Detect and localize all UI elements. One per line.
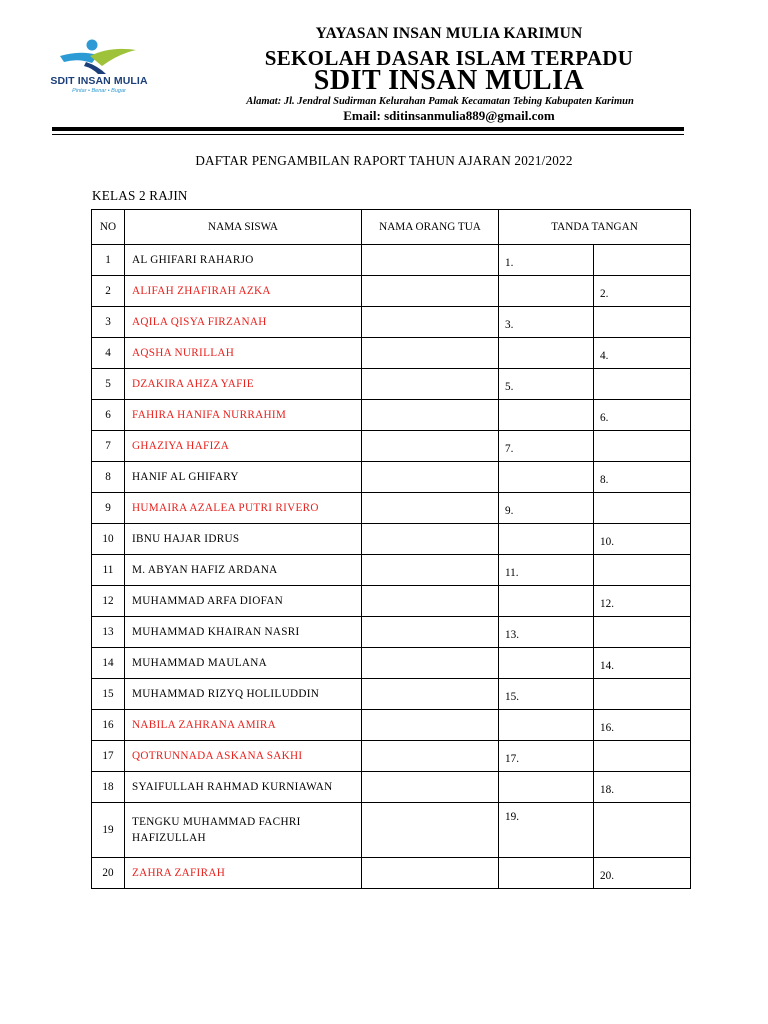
parent-name-cell[interactable] <box>362 307 499 338</box>
logo-mark-icon <box>40 36 158 76</box>
school-address: Alamat: Jl. Jendral Sudirman Kelurahan Pamak Kecamatan Tebing Kabupaten Karimun <box>246 96 634 107</box>
signature-cell-left[interactable] <box>499 741 594 772</box>
table-row <box>92 307 691 338</box>
signature-cell-left[interactable] <box>499 772 594 803</box>
table-row <box>92 710 691 741</box>
signature-cell-right[interactable] <box>594 369 691 400</box>
signature-number: 9. <box>505 505 514 517</box>
row-number: 1 <box>92 245 125 276</box>
signature-cell-right[interactable] <box>594 555 691 586</box>
signature-cell-right[interactable] <box>594 679 691 710</box>
table-row <box>92 617 691 648</box>
signature-cell-left[interactable] <box>499 276 594 307</box>
signature-cell-right[interactable] <box>594 338 691 369</box>
student-name <box>125 741 362 772</box>
parent-name-cell[interactable] <box>362 524 499 555</box>
table-row <box>92 741 691 772</box>
signature-number: 16. <box>600 722 614 734</box>
parent-name-cell[interactable] <box>362 338 499 369</box>
table-row <box>92 431 691 462</box>
logo-school-name: SDIT INSAN MULIA <box>50 75 148 87</box>
row-number: 4 <box>92 338 125 369</box>
report-pickup-table <box>91 209 691 889</box>
table-row <box>92 369 691 400</box>
signature-number: 4. <box>600 350 609 362</box>
table-row <box>92 679 691 710</box>
row-number: 11 <box>92 555 125 586</box>
signature-cell-left[interactable] <box>499 617 594 648</box>
row-number: 7 <box>92 431 125 462</box>
parent-name-cell[interactable] <box>362 741 499 772</box>
student-name <box>125 617 362 648</box>
signature-number: 8. <box>600 474 609 486</box>
signature-cell-right[interactable] <box>594 741 691 772</box>
signature-cell-left[interactable] <box>499 524 594 555</box>
student-name-text: MUHAMMAD ARFA DIOFAN <box>132 595 284 607</box>
signature-cell-right[interactable] <box>594 803 691 858</box>
row-number: 14 <box>92 648 125 679</box>
parent-name-cell[interactable] <box>362 648 499 679</box>
student-name-text: DZAKIRA AHZA YAFIE <box>132 378 254 390</box>
class-label: KELAS 2 RAJIN <box>92 188 188 203</box>
table-row <box>92 338 691 369</box>
student-name <box>125 493 362 524</box>
student-name <box>125 338 362 369</box>
document-title: DAFTAR PENGAMBILAN RAPORT TAHUN AJARAN 2021/2022 <box>195 153 573 168</box>
student-name <box>125 772 362 803</box>
table-header-row <box>92 210 691 245</box>
signature-number: 7. <box>505 443 514 455</box>
row-number: 9 <box>92 493 125 524</box>
signature-cell-right[interactable] <box>594 710 691 741</box>
student-name <box>125 648 362 679</box>
signature-cell-left[interactable] <box>499 679 594 710</box>
student-name <box>125 803 362 858</box>
parent-name-cell[interactable] <box>362 400 499 431</box>
signature-cell-right[interactable] <box>594 431 691 462</box>
header-divider-thick <box>52 127 684 131</box>
table-row <box>92 493 691 524</box>
header-student-name: NAMA SISWA <box>125 210 362 245</box>
signature-number: 3. <box>505 319 514 331</box>
parent-name-cell[interactable] <box>362 462 499 493</box>
student-name-text: AQSHA NURILLAH <box>132 347 235 359</box>
parent-name-cell[interactable] <box>362 431 499 462</box>
signature-cell-left[interactable] <box>499 803 594 858</box>
student-name-text: MUHAMMAD KHAIRAN NASRI <box>132 626 300 638</box>
student-name-text: HANIF AL GHIFARY <box>132 471 239 483</box>
student-name-text: MUHAMMAD MAULANA <box>132 657 268 669</box>
row-number: 16 <box>92 710 125 741</box>
signature-cell-left[interactable] <box>499 858 594 889</box>
signature-cell-right[interactable] <box>594 772 691 803</box>
signature-cell-right[interactable] <box>594 648 691 679</box>
student-name-text: ALIFAH ZHAFIRAH AZKA <box>132 285 271 297</box>
student-name-text: GHAZIYA HAFIZA <box>132 440 230 452</box>
signature-cell-left[interactable] <box>499 338 594 369</box>
student-name-text: SYAIFULLAH RAHMAD KURNIAWAN <box>132 781 333 793</box>
student-name <box>125 245 362 276</box>
row-number: 8 <box>92 462 125 493</box>
student-name <box>125 276 362 307</box>
student-name-text: TENGKU MUHAMMAD FACHRI <box>132 816 301 828</box>
table-row <box>92 772 691 803</box>
school-type: SEKOLAH DASAR ISLAM TERPADU <box>264 46 634 70</box>
table-row <box>92 858 691 889</box>
signature-number: 14. <box>600 660 614 672</box>
signature-cell-left[interactable] <box>499 586 594 617</box>
table-row <box>92 462 691 493</box>
signature-cell-left[interactable] <box>499 555 594 586</box>
signature-cell-right[interactable] <box>594 245 691 276</box>
parent-name-cell[interactable] <box>362 369 499 400</box>
student-name-text: FAHIRA HANIFA NURRAHIM <box>132 409 287 421</box>
signature-cell-right[interactable] <box>594 586 691 617</box>
signature-cell-left[interactable] <box>499 245 594 276</box>
student-name-text: M. ABYAN HAFIZ ARDANA <box>132 564 278 576</box>
parent-name-cell[interactable] <box>362 617 499 648</box>
row-number: 20 <box>92 858 125 889</box>
row-number: 2 <box>92 276 125 307</box>
parent-name-cell[interactable] <box>362 858 499 889</box>
signature-cell-left[interactable] <box>499 648 594 679</box>
parent-name-cell[interactable] <box>362 493 499 524</box>
header-divider-thin <box>52 134 684 135</box>
header-parent-name: NAMA ORANG TUA <box>362 210 499 245</box>
student-name-text: NABILA ZAHRANA AMIRA <box>132 719 276 731</box>
student-name <box>125 679 362 710</box>
student-name <box>125 524 362 555</box>
signature-cell-right[interactable] <box>594 276 691 307</box>
signature-number: 10. <box>600 536 614 548</box>
signature-cell-left[interactable] <box>499 462 594 493</box>
signature-number: 15. <box>505 691 519 703</box>
row-number: 17 <box>92 741 125 772</box>
row-number: 18 <box>92 772 125 803</box>
student-name <box>125 858 362 889</box>
signature-cell-right[interactable] <box>594 400 691 431</box>
student-name <box>125 431 362 462</box>
row-number: 3 <box>92 307 125 338</box>
student-name-text-line2: HAFIZULLAH <box>132 832 206 844</box>
row-number: 19 <box>92 803 125 858</box>
row-number: 13 <box>92 617 125 648</box>
row-number: 12 <box>92 586 125 617</box>
parent-name-cell[interactable] <box>362 555 499 586</box>
student-name <box>125 307 362 338</box>
signature-cell-right[interactable] <box>594 524 691 555</box>
parent-name-cell[interactable] <box>362 245 499 276</box>
parent-name-cell[interactable] <box>362 803 499 858</box>
signature-number: 13. <box>505 629 519 641</box>
table-row <box>92 803 691 858</box>
foundation-name: YAYASAN INSAN MULIA KARIMUN <box>315 25 583 42</box>
student-name <box>125 555 362 586</box>
table-row <box>92 524 691 555</box>
table-row <box>92 648 691 679</box>
signature-cell-left[interactable] <box>499 369 594 400</box>
student-name <box>125 400 362 431</box>
table-row <box>92 400 691 431</box>
row-number: 15 <box>92 679 125 710</box>
signature-number: 6. <box>600 412 609 424</box>
student-name <box>125 462 362 493</box>
parent-name-cell[interactable] <box>362 772 499 803</box>
row-number: 6 <box>92 400 125 431</box>
table-row <box>92 586 691 617</box>
student-name <box>125 710 362 741</box>
school-name: SDIT INSAN MULIA <box>313 65 585 96</box>
logo-tagline: Pintar • Benar • Bugar <box>72 88 126 94</box>
signature-number: 1. <box>505 257 514 269</box>
signature-number: 17. <box>505 753 519 765</box>
signature-cell-right[interactable] <box>594 858 691 889</box>
parent-name-cell[interactable] <box>362 710 499 741</box>
student-name-text: HUMAIRA AZALEA PUTRI RIVERO <box>132 502 319 514</box>
parent-name-cell[interactable] <box>362 276 499 307</box>
row-number: 10 <box>92 524 125 555</box>
school-logo <box>40 36 158 102</box>
signature-cell-right[interactable] <box>594 462 691 493</box>
signature-number: 2. <box>600 288 609 300</box>
student-name-text: AQILA QISYA FIRZANAH <box>132 316 267 328</box>
signature-cell-left[interactable] <box>499 307 594 338</box>
signature-number: 18. <box>600 784 614 796</box>
table-row <box>92 276 691 307</box>
row-number: 5 <box>92 369 125 400</box>
signature-cell-right[interactable] <box>594 307 691 338</box>
signature-number: 11. <box>505 567 519 579</box>
student-name <box>125 586 362 617</box>
student-name-text: ZAHRA ZAFIRAH <box>132 867 226 879</box>
signature-cell-left[interactable] <box>499 493 594 524</box>
signature-number: 12. <box>600 598 614 610</box>
student-name-text: MUHAMMAD RIZYQ HOLILUDDIN <box>132 688 320 700</box>
signature-number: 20. <box>600 870 614 882</box>
header-signature: TANDA TANGAN <box>499 210 691 245</box>
student-name-text: IBNU HAJAR IDRUS <box>132 533 240 545</box>
signature-cell-right[interactable] <box>594 493 691 524</box>
student-name <box>125 369 362 400</box>
table-row <box>92 555 691 586</box>
signature-number: 5. <box>505 381 514 393</box>
signature-cell-right[interactable] <box>594 617 691 648</box>
header-no: NO <box>92 210 125 245</box>
table-row <box>92 245 691 276</box>
signature-cell-left[interactable] <box>499 710 594 741</box>
signature-cell-left[interactable] <box>499 400 594 431</box>
school-email: Email: sditinsanmulia889@gmail.com <box>343 108 555 123</box>
parent-name-cell[interactable] <box>362 586 499 617</box>
signature-number: 19. <box>505 811 519 823</box>
student-name-text: AL GHIFARI RAHARJO <box>132 254 254 266</box>
student-name-text: QOTRUNNADA ASKANA SAKHI <box>132 750 303 762</box>
parent-name-cell[interactable] <box>362 679 499 710</box>
signature-cell-left[interactable] <box>499 431 594 462</box>
